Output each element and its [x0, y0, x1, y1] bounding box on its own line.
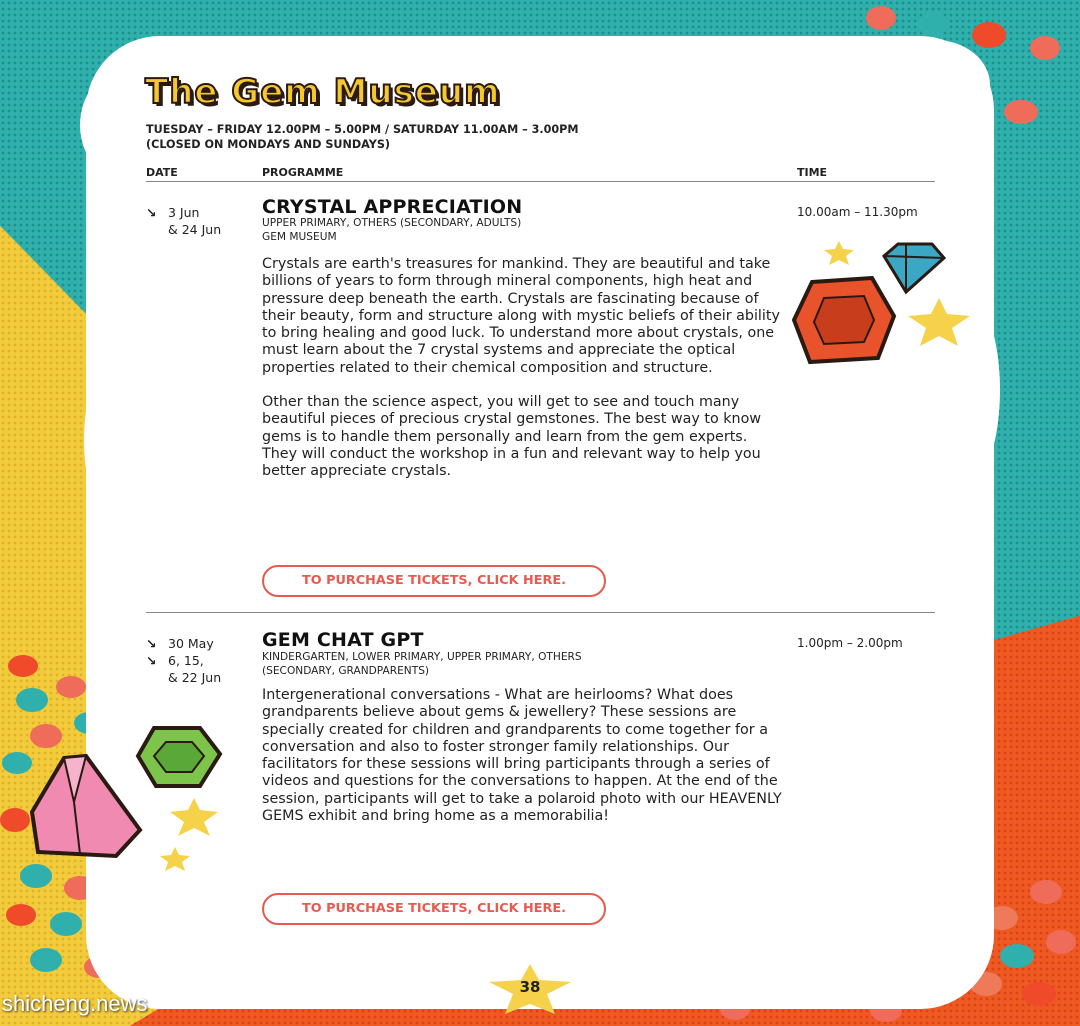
arrow-down-right-icon: ↘ — [146, 636, 157, 651]
programme-title: CRYSTAL APPRECIATION — [262, 196, 523, 218]
programme-title: GEM CHAT GPT — [262, 629, 424, 651]
date-line: 3 Jun — [168, 205, 200, 220]
purchase-tickets-button[interactable]: TO PURCHASE TICKETS, CLICK HERE. — [262, 893, 606, 925]
closed-days-line: (CLOSED ON MONDAYS AND SUNDAYS) — [146, 137, 390, 151]
programme-audience — [262, 217, 521, 244]
arrow-down-right-icon: ↘ — [146, 653, 157, 668]
page-title: The Gem Museum — [145, 72, 501, 112]
opening-hours-line: TUESDAY – FRIDAY 12.00PM – 5.00PM / SATURDAY 11.00AM – 3.00PM — [146, 123, 579, 136]
date-line: & 22 Jun — [168, 670, 222, 685]
column-header-programme: PROGRAMME — [262, 166, 344, 179]
description-paragraph: Crystals are earth's treasures for mankind. They are beautiful and take billions of years to form through mineral components, high heat and pressure deep beneath the earth. Crystals are fascinating because of their beauty, form and structure along with mystic beliefs of their ability to bring healing and good luck. To understand more about crystals, one must learn about the 7 crystal systems and appreciate the optical properties related to their chemical composition and structure. — [262, 256, 780, 376]
date-line: & 24 Jun — [168, 222, 222, 237]
programme-time: 10.00am – 11.30pm — [797, 205, 918, 219]
programme-description — [262, 256, 782, 481]
purchase-tickets-button[interactable]: TO PURCHASE TICKETS, CLICK HERE. — [262, 565, 606, 597]
programme-time: 1.00pm – 2.00pm — [797, 636, 903, 650]
page-number: 38 — [519, 978, 541, 996]
opening-hours — [146, 123, 579, 152]
programme-date — [146, 204, 221, 238]
watermark: shicheng.news — [2, 991, 148, 1016]
programme-description — [262, 687, 782, 825]
programme-audience — [262, 651, 582, 678]
audience-line: UPPER PRIMARY, OTHERS (SECONDARY, ADULTS) — [262, 217, 522, 229]
description-paragraph: Intergenerational conversations - What are heirlooms? What does grandparents believe about gems & jewellery? These sessions are specially created for children and grandparents to come together for a conversation and also to foster stronger family relationships. Our facilitators for these sessions will bring participants through a series of videos and questions for the conversations to happen. At the end of the session, participants will get to take a polaroid photo with our HEAVENLY GEMS exhibit and bring home as a memorabilia! — [262, 687, 782, 825]
programme-date — [146, 635, 221, 686]
header-divider — [146, 181, 935, 182]
date-line: 6, 15, — [168, 653, 204, 668]
audience-line: KINDERGARTEN, LOWER PRIMARY, UPPER PRIMARY, OTHERS — [262, 651, 582, 663]
programme-divider — [146, 612, 935, 613]
column-header-time: TIME — [797, 166, 828, 179]
date-line: 30 May — [168, 636, 214, 651]
venue-line: GEM MUSEUM — [262, 230, 337, 243]
audience-line: (SECONDARY, GRANDPARENTS) — [262, 664, 430, 677]
description-paragraph: Other than the science aspect, you will get to see and touch many beautiful pieces of precious crystal gemstones. The best way to know gems is to handle them personally and learn from the gem experts. They will conduct the workshop in a fun and relevant way to help you better appreciate crystals. — [262, 394, 762, 480]
column-header-date: DATE — [146, 166, 178, 179]
arrow-down-right-icon: ↘ — [146, 205, 157, 220]
